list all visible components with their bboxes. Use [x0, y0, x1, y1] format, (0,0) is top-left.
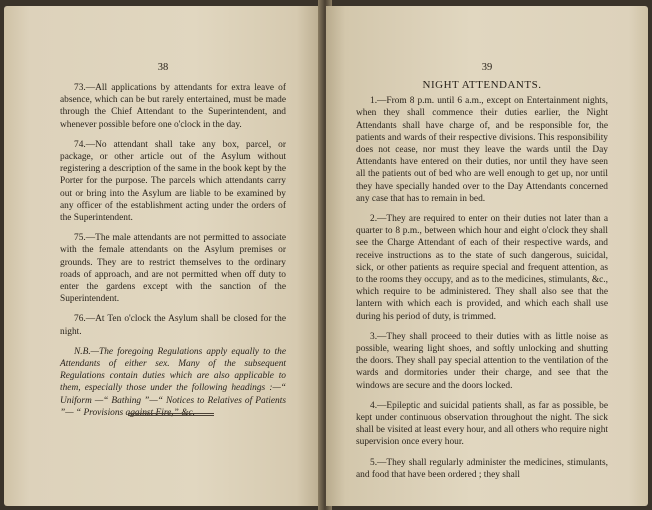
paragraph: 4.—Epileptic and suicidal patients shall, as far as possible, be kept under continuous observation throughout the night. The sick shall be visited at least every hour, and all others who require night supervision once every hour. — [356, 400, 608, 448]
page-body — [60, 82, 286, 427]
note-paragraph: N.B.—The foregoing Regulations apply equally to the Attendants of either sex. Many of the subsequent Regulations contain duties which are also applicable to them, especially those under the following headings :—“ Uniform —“ Bathing ”—“ Notices to Relatives of Patients ”— “ Provisions against Fire,” &c. — [60, 346, 286, 418]
paragraph: 2.—They are required to enter on their duties not later than a quarter to 8 p.m., between which hour and eight o'clock they shall see the Charge Attendant of each of their respective wards, and receive instructions as to the state of such dangerous, suicidal, sick, or other patients as require special and frequent attention, as to the rooms they occupy, and as to the medicines, stimulants, &c., which require to be administered. They shall also see that the lantern with which each is provided, and which each shall use during his period of duty, is trimmed. — [356, 214, 608, 322]
paragraph: 73.—All applications by attendants for extra leave of absence, which can be but rarely entertained, must be made through the Chief Attendant to the Superintendent, and whenever possible before one o'clock in the day. — [60, 83, 286, 130]
paragraph: 76.—At Ten o'clock the Asylum shall be closed for the night. — [60, 314, 286, 337]
paragraph: 1.—From 8 p.m. until 6 a.m., except on Entertainment nights, when they shall commence their duties earlier, the Night Attendants shall have charge of, and be responsible for, the patients and wards of their respective divisions. This responsibility does not cease, nor must they leave the wards until the Day Attendants have entered on their duties, nor until they have seen all the patients out of bed who are well enough to get up, nor until they have specially handed over to the Day Attendants concerned any case that has to remain in bed. — [356, 96, 608, 204]
paragraph: 3.—They shall proceed to their duties with as little noise as possible, wearing light shoes, and softly unlocking and shutting the doors. They shall pay special attention to the ventilation of the wards and dormitories under their charge, and see that the windows are secure and the doors locked. — [356, 331, 608, 391]
left-page — [4, 6, 322, 506]
paragraph: 74.—No attendant shall take any box, parcel, or package, or other article out of the Asylum without registering a description of the same in the book kept by the Porter for the purpose. The parcels which attendants carry out or bring into the Asylum are liable to be examined by any officer of the establishment acting under the orders of the Superintendent. — [60, 139, 286, 224]
paragraph: 75.—The male attendants are not permitted to associate with the female attendants on the Asylum premises or grounds. They are to restrict themselves to the ordinary roads of approach, and are not permitted when off duty to enter the gardens except with the sanction of the Superintendent. — [60, 233, 286, 305]
page-number: 38 — [157, 62, 169, 73]
page-body — [356, 79, 608, 489]
paragraph: 5.—They shall regularly administer the medicines, stimulants, and food that have been ordered ; they shall — [356, 457, 608, 480]
section-heading: NIGHT ATTENDANTS. — [422, 79, 542, 91]
page-number: 39 — [481, 62, 493, 73]
right-page — [326, 6, 648, 506]
divider-rule — [128, 413, 214, 416]
